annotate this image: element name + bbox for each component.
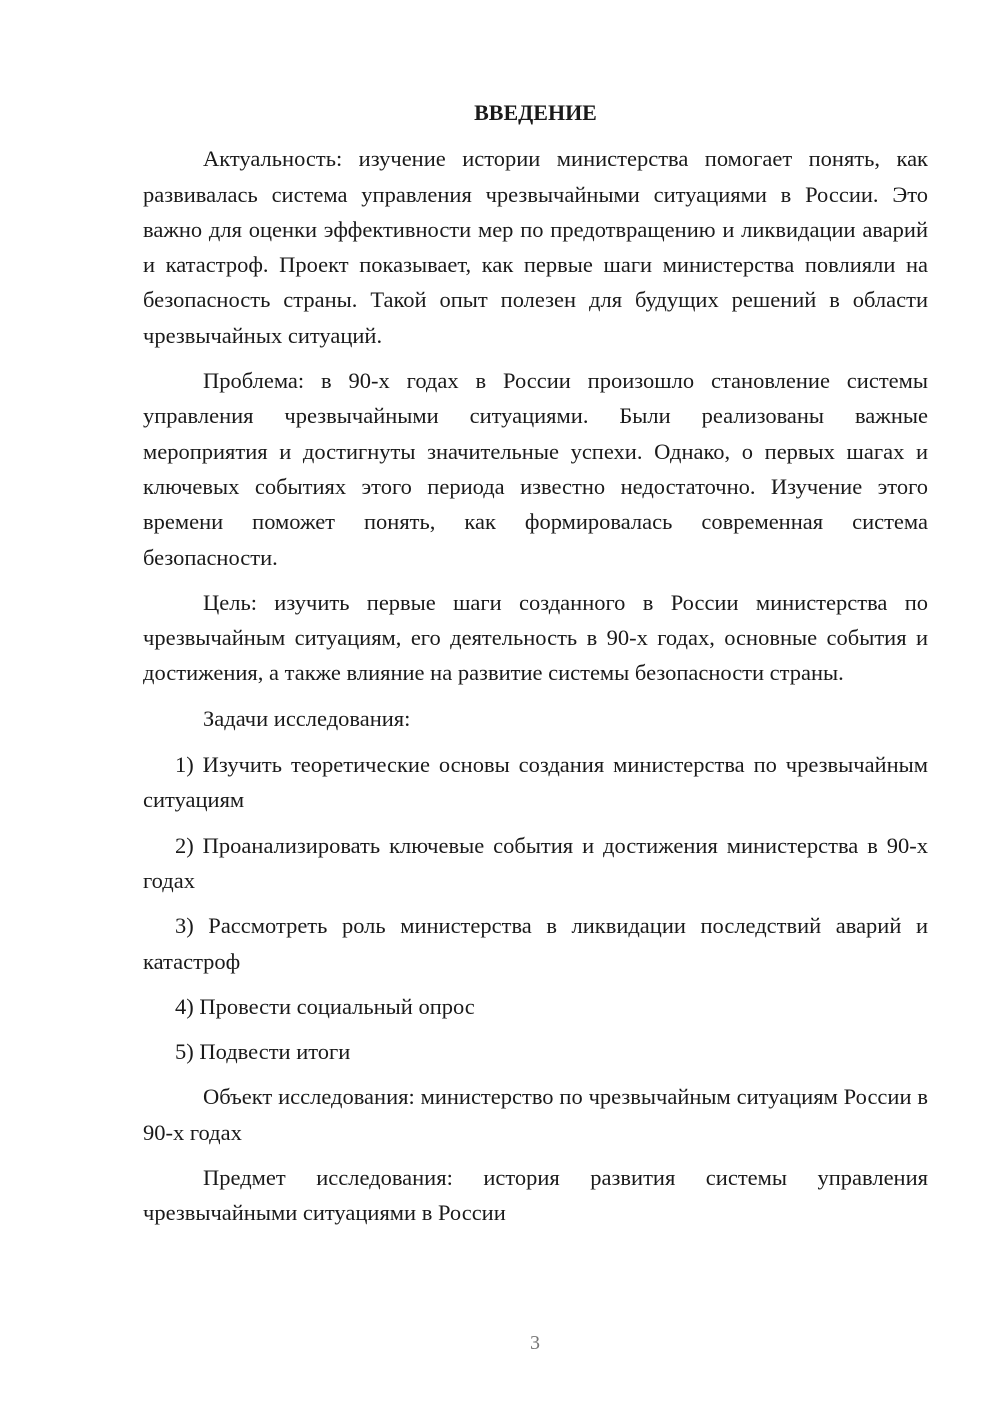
task-item-5: 5) Подвести итоги bbox=[175, 1039, 351, 1065]
subject-paragraph: Предмет исследования: история развития системы управления чрезвычайными ситуациями в России bbox=[143, 1165, 928, 1226]
goal-paragraph: Цель: изучить первые шаги созданного в России министерства по чрезвычайным ситуациям, его деятельность в 90-х годах, основные события и достижения, а также влияние на развитие системы безопасности страны. bbox=[143, 589, 928, 686]
relevance-paragraph: Актуальность: изучение истории министерства помогает понять, как развивалась система управления чрезвычайными ситуациями в России. Это важно для оценки эффективности мер по предотвращению и ликвидации аварий и катастроф. Проект показывает, как первые шаги министерства повлияли на безопасность страны. Такой опыт полезен для будущих решений в области чрезвычайных ситуаций. bbox=[143, 146, 928, 348]
problem-paragraph: Проблема: в 90-х годах в России произошло становление системы управления чрезвычайными ситуациями. Были реализованы важные мероприятия и достигнуты значительные успехи. Однако, о первых шагах и ключевых событиях этого периода известно недостаточно. Изучение этого времени поможет понять, как формировалась современная система безопасности. bbox=[143, 368, 928, 570]
document-page bbox=[143, 95, 928, 1241]
object-paragraph: Объект исследования: министерство по чрезвычайным ситуациям России в 90-х годах bbox=[143, 1084, 928, 1145]
page-number: 3 bbox=[530, 1332, 540, 1354]
task-item-3: 3) Рассмотреть роль министерства в ликвидации последствий аварий и катастроф bbox=[143, 913, 928, 974]
task-item-1: 1) Изучить теоретические основы создания министерства по чрезвычайным ситуациям bbox=[143, 752, 928, 813]
task-item-2: 2) Проанализировать ключевые события и достижения министерства в 90-х годах bbox=[143, 832, 928, 893]
task-item-4: 4) Провести социальный опрос bbox=[175, 993, 475, 1019]
tasks-heading: Задачи исследования: bbox=[203, 705, 411, 731]
section-title: ВВЕДЕНИЕ bbox=[474, 100, 597, 125]
